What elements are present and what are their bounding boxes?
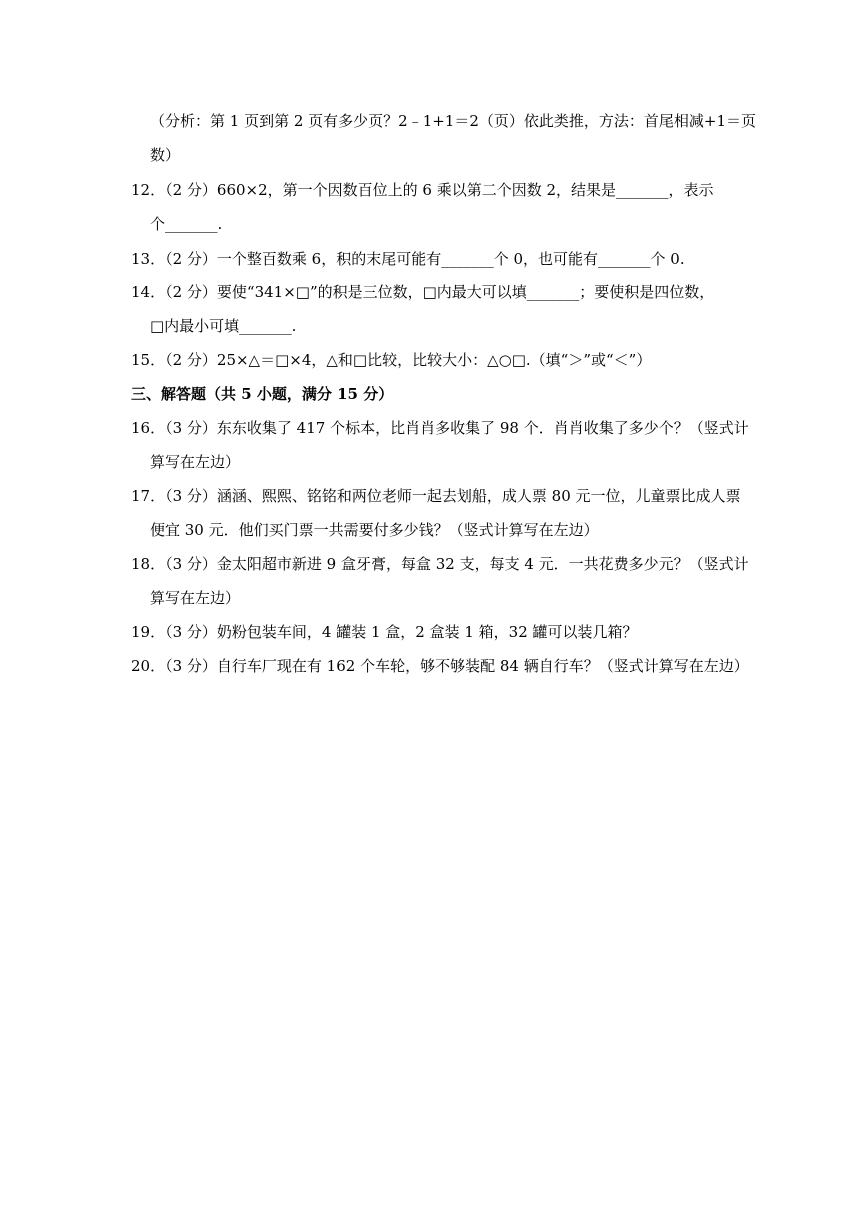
- question-16-line-2: 算写在左边）: [150, 453, 241, 471]
- analysis-note-line-1: （分析：第 1 页到第 2 页有多少页？2﹣1+1＝2（页）依此类推，方法：首尾相减+1＝页: [150, 112, 757, 130]
- question-18-line-1: 18．（3 分）金太阳超市新进 9 盒牙膏，每盒 32 支，每支 4 元．一共花费多少元？（竖式计: [131, 555, 749, 573]
- question-12-line-1: 12．（2 分）660×2，第一个因数百位上的 6 乘以第二个因数 2，结果是_______，表示: [131, 181, 714, 199]
- question-14-line-2: □内最小可填_______.: [150, 317, 297, 335]
- question-12-line-2: 个_______.: [150, 215, 223, 233]
- question-17-line-2: 便宜 30 元．他们买门票一共需要付多少钱？（竖式计算写在左边）: [150, 521, 599, 539]
- question-13: 13．（2 分）一个整百数乘 6，积的末尾可能有_______个 0，也可能有_______个 0.: [131, 250, 685, 268]
- question-16-line-1: 16．（3 分）东东收集了 417 个标本，比肖肖多收集了 98 个．肖肖收集了多少个？（竖式计: [131, 419, 749, 437]
- question-18-line-2: 算写在左边）: [150, 589, 241, 607]
- analysis-note-line-2: 数）: [150, 146, 181, 164]
- question-15: 15．（2 分）25×△＝□×4，△和□比较，比较大小：△○□.（填“＞”或“＜”）: [131, 351, 652, 369]
- question-20: 20．（3 分）自行车厂现在有 162 个车轮，够不够装配 84 辆自行车？（竖式计算写在左边）: [131, 657, 749, 675]
- question-14-line-1: 14．（2 分）要使“341×□”的积是三位数，□内最大可以填_______；要使积是四位数，: [131, 283, 715, 301]
- question-19: 19．（3 分）奶粉包装车间，4 罐装 1 盒，2 盒装 1 箱，32 罐可以装几箱？: [131, 623, 638, 641]
- section-heading: 三、解答题（共 5 小题，满分 15 分）: [131, 385, 394, 403]
- question-17-line-1: 17．（3 分）涵涵、熙熙、铭铭和两位老师一起去划船，成人票 80 元一位，儿童票比成人票: [131, 487, 741, 505]
